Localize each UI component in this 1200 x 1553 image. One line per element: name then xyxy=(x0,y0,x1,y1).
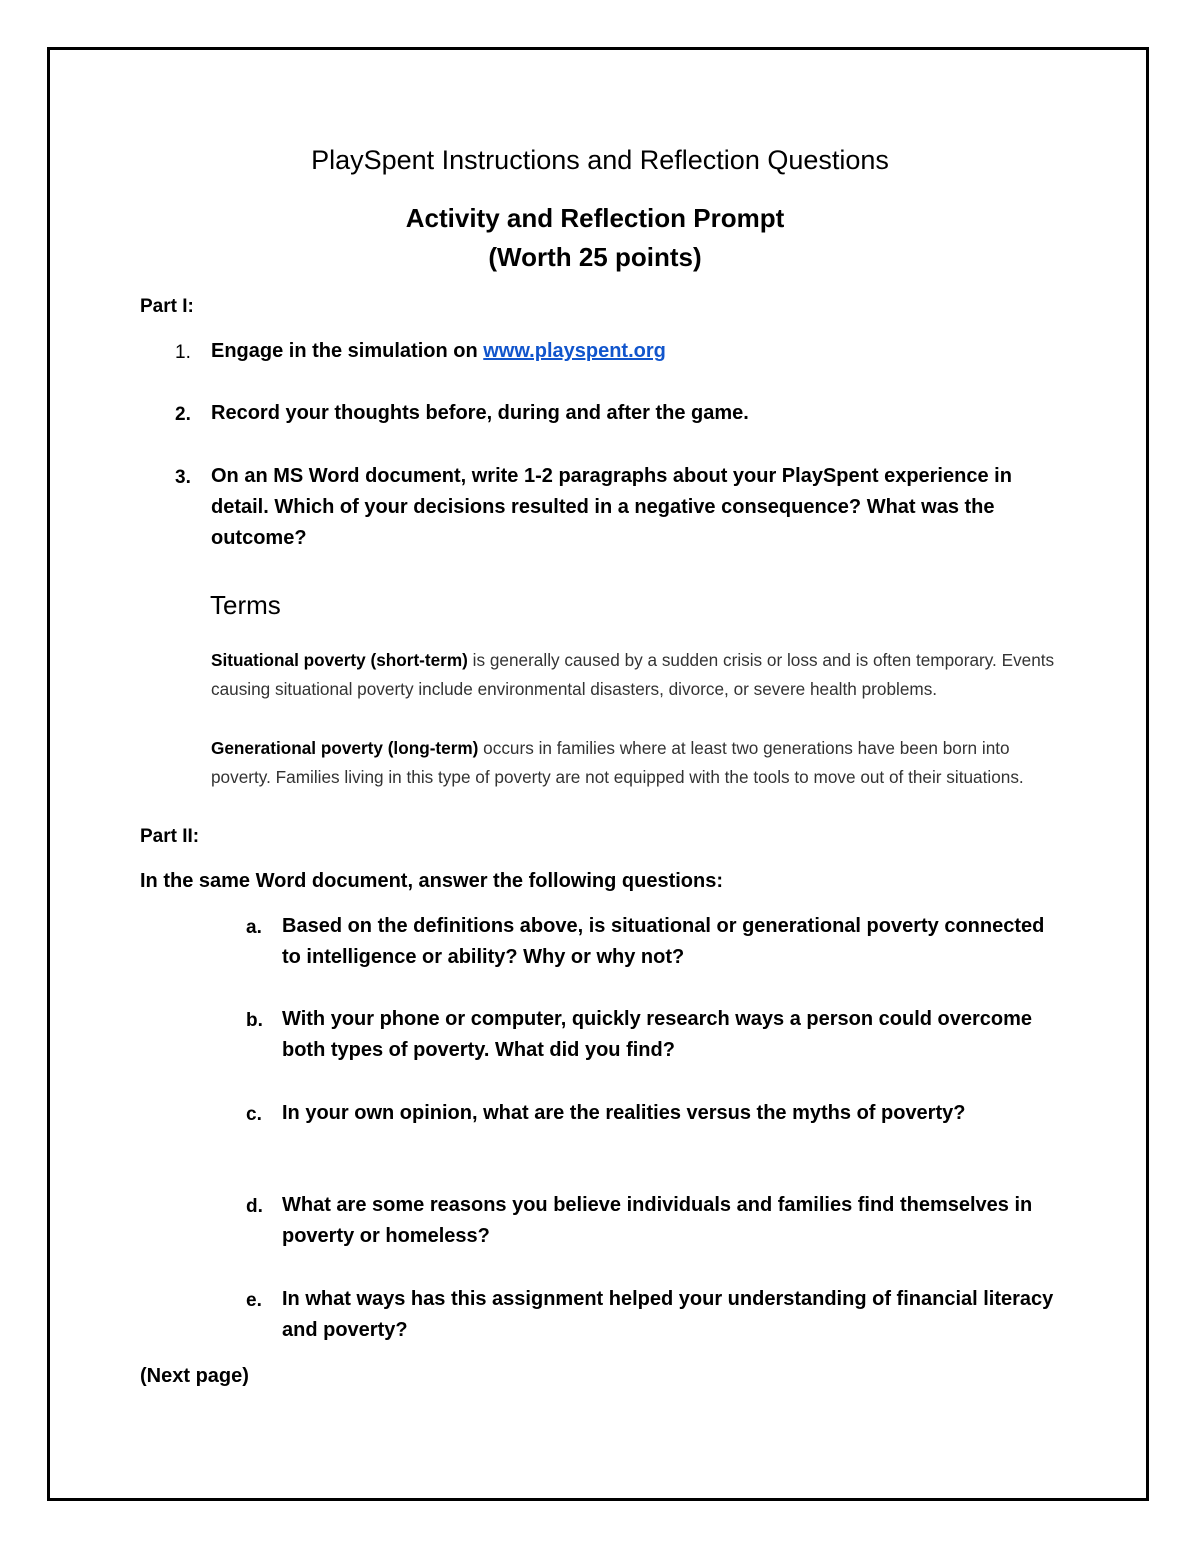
question-item: In what ways has this assignment helped your understanding of financial literacy and poverty? xyxy=(282,1288,1054,1341)
terms-heading: Terms xyxy=(210,590,281,620)
question-item: With your phone or computer, quickly research ways a person could overcome both types of poverty. What did you find? xyxy=(282,1008,1033,1061)
item-number: 3. xyxy=(175,467,191,488)
question-item: In your own opinion, what are the realities versus the myths of poverty? xyxy=(282,1102,966,1124)
part-one-label: Part I: xyxy=(140,296,194,317)
question-letter: a. xyxy=(246,917,262,938)
points-heading: (Worth 25 points) xyxy=(488,242,702,272)
question-letter: b. xyxy=(246,1010,263,1031)
situational-definition xyxy=(211,646,1071,704)
list-item xyxy=(211,336,666,367)
next-page-note: (Next page) xyxy=(140,1365,249,1387)
question-letter: d. xyxy=(246,1196,263,1217)
situational-term: Situational poverty (short-term) xyxy=(211,650,468,670)
question-letter: c. xyxy=(246,1104,262,1125)
generational-definition xyxy=(211,734,1071,792)
playspent-link[interactable]: www.playspent.org xyxy=(483,340,666,362)
question-letter: e. xyxy=(246,1290,262,1311)
item-number: 2. xyxy=(175,404,191,425)
question-item: Based on the definitions above, is situational or generational poverty connected to intelligence or ability? Why or why not? xyxy=(282,915,1045,968)
question-item: What are some reasons you believe individuals and families find themselves in poverty or homeless? xyxy=(282,1194,1033,1247)
generational-text: occurs in families where at least two generations have been born into poverty. Families living in this type of poverty are not equipped with the tools to move out of their situations. xyxy=(211,738,1024,787)
list-item: On an MS Word document, write 1-2 paragraphs about your PlaySpent experience in detail. Which of your decisions resulted in a negative consequence? What was the outcome? xyxy=(211,465,1012,549)
generational-term: Generational poverty (long-term) xyxy=(211,738,479,758)
item-number: 1. xyxy=(175,342,191,363)
item-text: Engage in the simulation on xyxy=(211,340,484,362)
part-two-intro: In the same Word document, answer the following questions: xyxy=(140,870,724,892)
part-two-label: Part II: xyxy=(140,826,200,847)
activity-heading: Activity and Reflection Prompt xyxy=(405,203,785,233)
document-title: PlaySpent Instructions and Reflection Questions xyxy=(311,145,889,175)
list-item: Record your thoughts before, during and after the game. xyxy=(211,402,749,424)
situational-text: is generally caused by a sudden crisis or loss and is often temporary. Events causing situational poverty include environmental disasters, divorce, or severe health problems. xyxy=(211,650,1055,699)
